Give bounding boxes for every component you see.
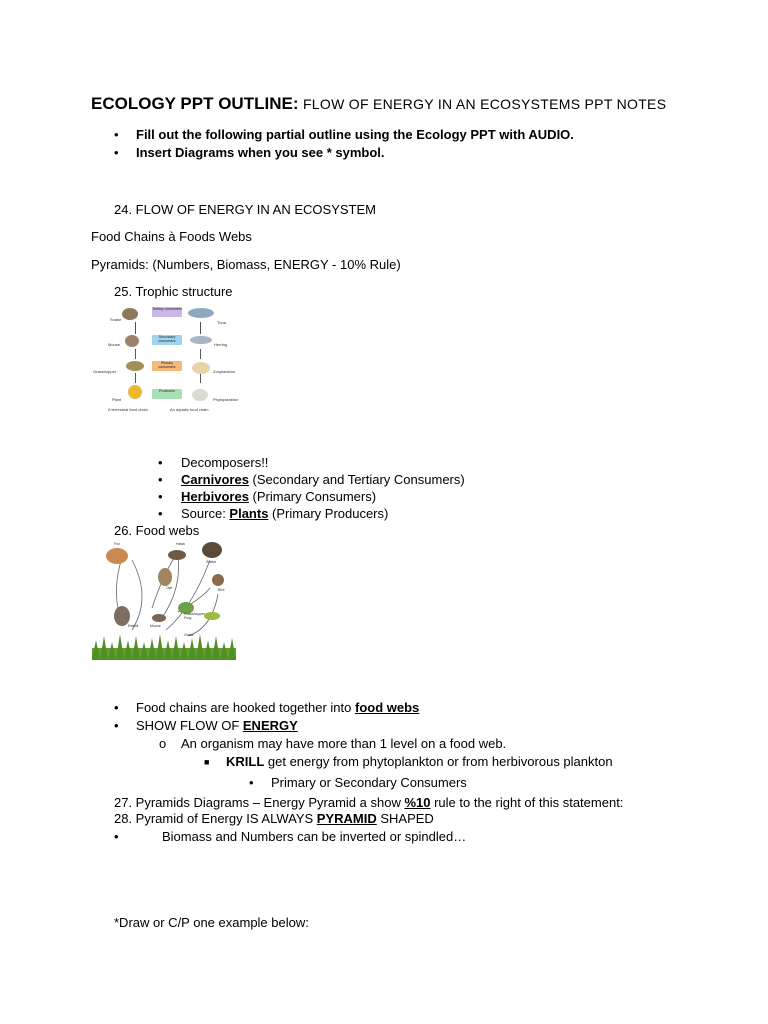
draw-example-instruction: *Draw or C/P one example below: [114, 915, 309, 930]
flow-prefix: SHOW FLOW OF [136, 718, 243, 733]
caption-aquatic: An aquatic food chain [170, 407, 209, 412]
bullet-icon: • [158, 472, 163, 487]
bird-image [212, 574, 224, 586]
level-primary-box: Primary consumers [152, 361, 182, 371]
label-frog: Frog [184, 616, 192, 620]
title-sub: FLOW OF ENERGY IN AN ECOSYSTEMS PPT NOTES [302, 96, 667, 112]
krill-term: KRILL [226, 754, 265, 769]
arrow-icon [200, 349, 201, 359]
grasshopper-image [204, 612, 220, 620]
level-producers-box: Producers [152, 389, 182, 399]
krill-desc: get energy from phytoplankton or from herbivorous plankton [264, 754, 613, 769]
label-grasshopper: Grasshopper [93, 369, 117, 374]
label-mouse: Mouse [108, 342, 121, 347]
food-webs-prefix: Food chains are hooked together into [136, 700, 355, 715]
bullet-source [181, 506, 388, 522]
herbivores-term: Herbivores [181, 489, 249, 504]
plant-image [128, 385, 142, 399]
bullet-icon: • [249, 775, 254, 790]
rabbit-image [114, 606, 130, 626]
bullet-icon: • [114, 829, 119, 844]
owl-image [158, 568, 172, 586]
section-28-rest: SHAPED [376, 811, 434, 826]
section-24-line1: Food Chains à Foods Webs [91, 229, 252, 244]
plants-desc: (Primary Producers) [268, 506, 389, 521]
instruction-2: Insert Diagrams when you see * symbol. [136, 145, 385, 160]
zooplankton-image [192, 362, 210, 374]
herring-image [190, 336, 212, 344]
caption-terrestrial: A terrestrial food chain [108, 407, 148, 412]
label-hawk: Hawk [176, 542, 185, 546]
level-tertiary-box: Tertiary consumers [152, 307, 182, 317]
ten-percent-term: %10 [404, 795, 431, 810]
label-snake: Snake [206, 560, 217, 564]
label-tuna: Tuna [217, 320, 226, 325]
page-title [91, 94, 666, 114]
mouse-image [125, 335, 139, 347]
section-27-rest: rule to the right of this statement: [430, 795, 624, 810]
bullet-icon: • [158, 506, 163, 521]
fox-image [106, 548, 128, 564]
bullet-icon: • [114, 127, 119, 142]
bullet-biomass: Biomass and Numbers can be inverted or spindled… [162, 829, 467, 844]
grass-image [92, 634, 236, 660]
section-27-prefix: 27. Pyramids Diagrams – Energy Pyramid a show [114, 795, 405, 810]
label-grass: Grass [184, 633, 194, 637]
section-26-heading: 26. Food webs [114, 523, 200, 538]
energy-term: ENERGY [242, 718, 298, 733]
circle-bullet-icon: o [159, 736, 167, 751]
label-zooplankton: Zooplankton [213, 369, 236, 374]
carnivores-term: Carnivores [181, 472, 249, 487]
section-24-heading: 24. FLOW OF ENERGY IN AN ECOSYSTEM [114, 202, 376, 217]
pyramid-term: PYRAMID [316, 811, 377, 826]
label-herring: Herring [214, 342, 228, 347]
carnivores-desc: (Secondary and Tertiary Consumers) [248, 472, 465, 487]
section-28-line [114, 811, 434, 827]
label-snake: Snake [110, 317, 122, 322]
square-bullet-icon: ■ [204, 757, 210, 767]
bullet-carnivores [181, 472, 465, 488]
label-rabbit: Rabbit [128, 624, 139, 628]
phytoplankton-image [192, 389, 208, 401]
bullet-herbivores [181, 489, 376, 505]
label-owl: Owl [166, 586, 173, 590]
label-fox: Fox [114, 542, 120, 546]
section-25-heading: 25. Trophic structure [114, 284, 233, 299]
grasshopper-image [126, 361, 144, 371]
arrow-icon [135, 349, 136, 359]
label-grasshopper: Grasshopper [184, 612, 205, 616]
snake-image [202, 542, 222, 558]
label-phytoplankton: Phytoplankton [213, 397, 239, 402]
bullet-icon: • [114, 700, 119, 715]
bullet-icon: • [114, 718, 119, 733]
section-27-line [114, 795, 623, 811]
source-prefix: Source: [181, 506, 230, 521]
arrow-icon [200, 322, 201, 334]
bullet-flow-energy [136, 718, 298, 734]
title-main: ECOLOGY PPT OUTLINE: [91, 94, 299, 113]
sub-bullet-krill [226, 754, 613, 770]
bullet-icon: • [158, 455, 163, 470]
hawk-image [168, 550, 186, 560]
instruction-1: Fill out the following partial outline using the Ecology PPT with AUDIO. [136, 127, 574, 142]
label-mouse: Mouse [150, 624, 161, 628]
arrow-icon [135, 322, 136, 334]
sub-bullet-levels: An organism may have more than 1 level on a food web. [181, 736, 507, 751]
tuna-image [188, 308, 214, 318]
bullet-icon: • [114, 145, 119, 160]
snake-image [122, 308, 138, 320]
bullet-food-webs [136, 700, 419, 716]
trophic-structure-diagram [92, 303, 250, 415]
bullet-icon: • [158, 489, 163, 504]
bullet-decomposers: Decomposers!! [181, 455, 269, 470]
food-webs-term: food webs [354, 700, 420, 715]
label-bird: Bird [218, 588, 225, 592]
label-plant: Plant [112, 397, 122, 402]
level-secondary-box: Secondary consumers [152, 335, 182, 345]
section-28-prefix: 28. Pyramid of Energy IS ALWAYS [114, 811, 317, 826]
food-web-diagram [92, 538, 236, 660]
sub-bullet-consumers: Primary or Secondary Consumers [271, 775, 467, 790]
arrow-icon [200, 373, 201, 383]
section-24-line2: Pyramids: (Numbers, Biomass, ENERGY - 10% Rule) [91, 257, 401, 272]
mouse-image [152, 614, 166, 622]
arrow-icon [135, 373, 136, 383]
plants-term: Plants [229, 506, 269, 521]
herbivores-desc: (Primary Consumers) [248, 489, 377, 504]
